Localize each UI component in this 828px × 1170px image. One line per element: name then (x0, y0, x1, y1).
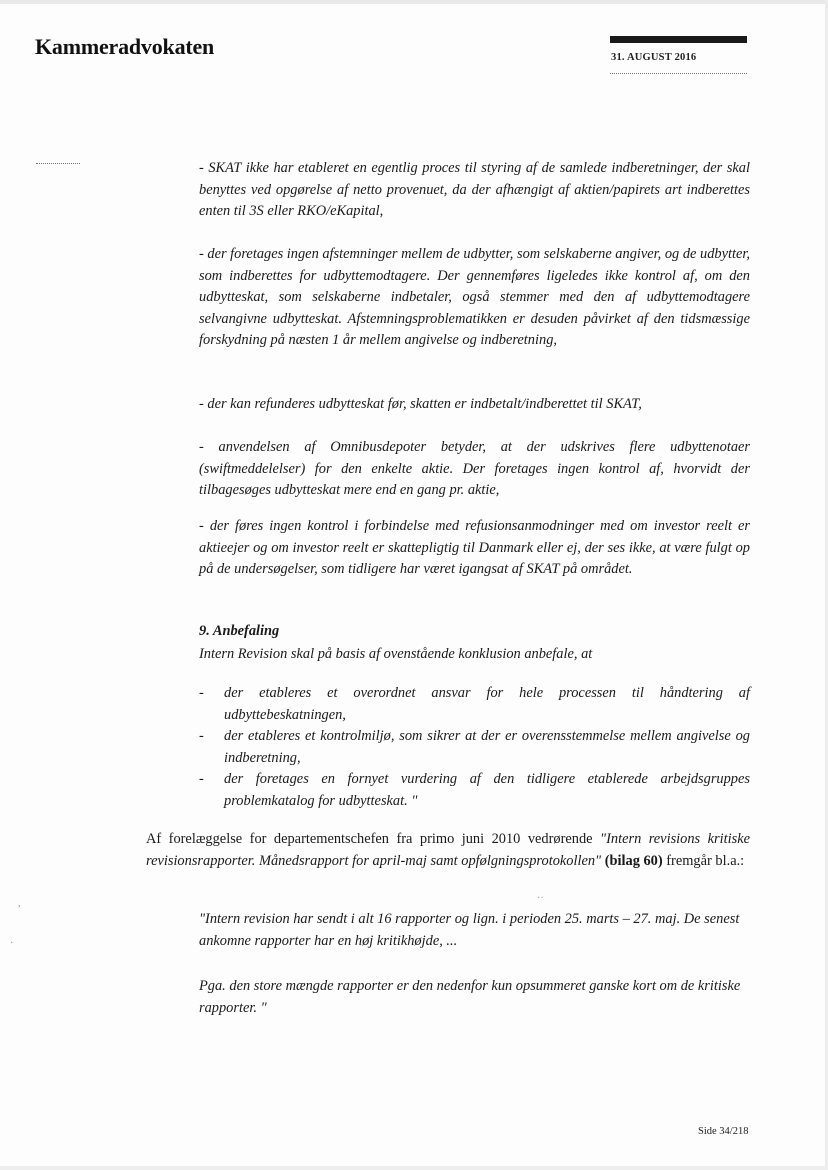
finding-paragraph: - der foretages ingen afstemninger mellem de udbytter, som selskaberne angiver, og de udbytter, som indberettes for udbyttemodtagere. Der gennemføres ligeledes ikke kontrol af, om den udbytteskat, som selskaberne indbetaler, også stemmer med den af udbyttemodtagere selvangivne udbytteskat. Afstemningsproblematikken er desuden påvirket af den tidsmæssige forskydning på næsten 1 år mellem angivelse og indberetning, (199, 246, 750, 348)
list-item (199, 683, 750, 726)
scan-speck: , (18, 898, 21, 909)
list-item-text: der foretages en fornyet vurdering af den tidligere etablerede arbejdsgruppes problemkatalog for udbytteskat. " (224, 771, 750, 809)
annex-reference: (bilag 60) (604, 852, 663, 869)
list-item-text: der etableres et overordnet ansvar for hele processen til håndtering af udbyttebeskatningen, (224, 685, 750, 723)
header-date: 31. AUGUST 2016 (611, 52, 697, 63)
finding-paragraph: - SKAT ikke har etableret en egentlig proces til styring af de samlede indberetninger, der skal benyttes ved opgørelse af netto provenuet, da der afhængigt af aktien/papirets art indberettes enten til 3S eller RKO/eKapital, (199, 160, 750, 219)
quote-paragraph: "Intern revision har sendt i alt 16 rapporter og lign. i perioden 25. marts – 27. maj. De senest ankomne rapporter har en høj kritikhøjde, ... (199, 911, 740, 949)
section-heading: 9. Anbefaling (199, 623, 280, 639)
scan-speck: ·· (537, 893, 544, 904)
body-suffix: fremgår bl.a.: (662, 852, 745, 869)
finding-paragraph: - anvendelsen af Omnibusdepoter betyder, at der udskrives flere udbyttenotaer (swiftmeddelelser) for den enkelte aktie. Der foretages ingen kontrol af, hvorvidt der tilbagesøges udbytteskat mere end en gang pr. aktie, (199, 439, 750, 498)
recommendation-list (199, 683, 750, 812)
body-quoted-title: "Intern revisions kritiske revisionsrapporter. Månedsrapport for april-maj samt opfølgningsprotokollen" (146, 831, 750, 869)
margin-dotted-rule (36, 163, 80, 164)
header-rule (610, 36, 747, 43)
list-item-text: der etableres et kontrolmiljø, som sikrer at der er overensstemmelse mellem angivelse og indberetning, (224, 728, 750, 766)
list-item (199, 726, 750, 769)
page-number: Side 34/218 (698, 1126, 749, 1137)
scan-edge-top (0, 0, 828, 4)
list-item (199, 769, 750, 812)
finding-paragraph: - der føres ingen kontrol i forbindelse med refusionsanmodninger med om investor reelt er aktieejer og om investor reelt er skattepligtig til Danmark eller ej, der ses ikke, at være fulgt op på de undersøgelser, som tidligere har været igangsat af SKAT på området. (199, 518, 750, 577)
body-paragraph (146, 829, 750, 872)
brand-name: Kammeradvokaten (35, 34, 215, 59)
finding-paragraph: - der kan refunderes udbytteskat før, skatten er indbetalt/indberettet til SKAT, (199, 396, 642, 412)
scan-speck: · (10, 938, 14, 949)
body-prefix: Af forelæggelse for departementschefen fra primo juni 2010 vedrørende (146, 831, 601, 847)
scan-edge-bottom (0, 1166, 828, 1170)
header-dotted-rule (610, 73, 747, 74)
section-intro: Intern Revision skal på basis af ovenstående konklusion anbefale, at (199, 646, 593, 662)
list-dash: - (199, 771, 204, 787)
list-dash: - (199, 685, 204, 701)
list-dash: - (199, 728, 204, 744)
quote-paragraph: Pga. den store mængde rapporter er den nedenfor kun opsummeret ganske kort om de kritiske rapporter. " (199, 978, 741, 1016)
